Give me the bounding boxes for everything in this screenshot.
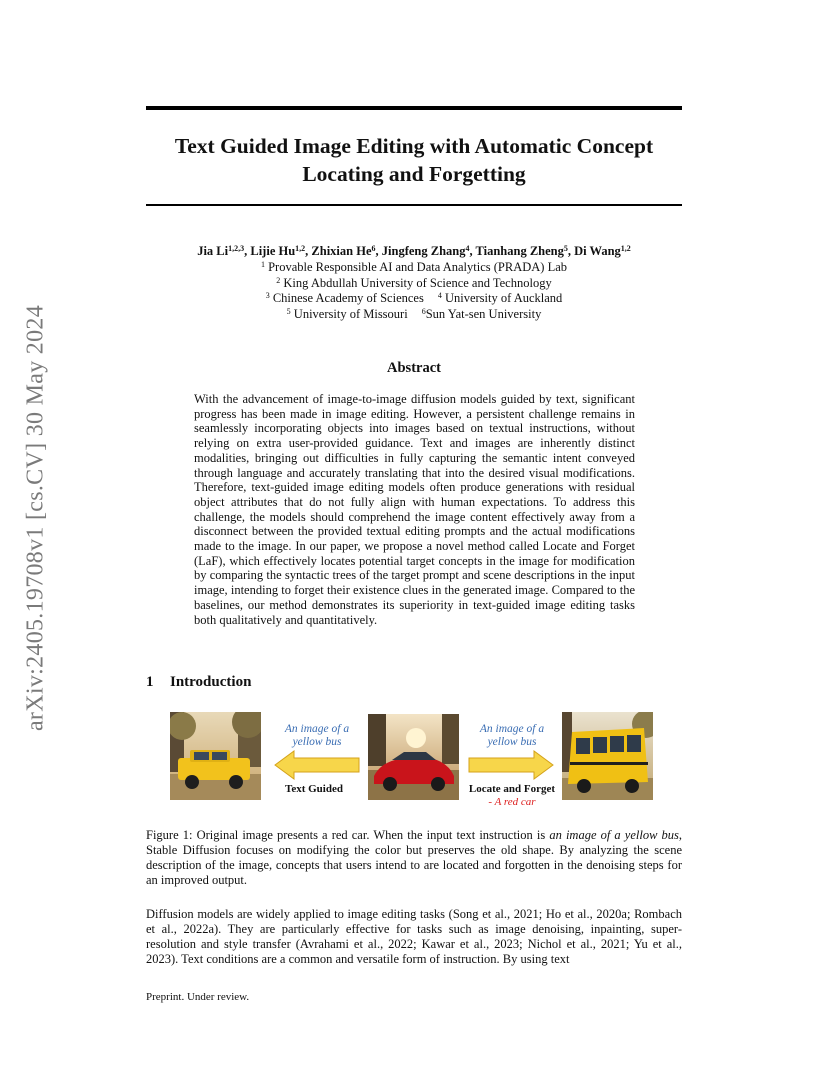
- author-name: Tianhang Zheng: [475, 244, 564, 258]
- arxiv-side-stamp: [14, 276, 58, 760]
- author-sup: 4: [465, 244, 470, 253]
- author-sup: 1,2: [620, 244, 631, 253]
- red-car-sublabel: - A red car: [488, 796, 536, 808]
- paper-title: Text Guided Image Editing with Automatic Concept Locating and Forgetting: [174, 134, 654, 186]
- yellow-bus-image: [562, 712, 653, 800]
- arxiv-id-text: arXiv:2405.19708v1 [cs.CV] 30 May 2024: [22, 304, 49, 732]
- affiliation-line: $^5$ University of Missouri $^6$Sun Yat-sen University: [286, 306, 542, 321]
- text-guided-label: Text Guided: [285, 783, 343, 795]
- author-list: Jia Li$^{1,2,3}$, Lijie Hu$^{1,2}$, Zhixian He$^6$, Jingfeng Zhang$^4$, Tianhang Zheng$^5$, Di Wang$^{1,2}$: [197, 244, 631, 258]
- author-name: Jia Li: [197, 244, 229, 258]
- figure-1: [170, 712, 656, 812]
- introduction-paragraph: Diffusion models are widely applied to image editing tasks (Song et al., 2021; Ho et al., 2020a; Rombach et al., 2022a). They are particularly effective for tasks such as image denoising, inpainting, super-resolution and style transfer (Avrahami et al., 2022; Kawar et al., 2023; Nichol et al., 2021; Yu et al., 2023). Text conditions are a common and versatile form of instruction. By using text: [146, 907, 682, 966]
- right-prompt-text: An image of a yellow bus: [479, 723, 545, 748]
- section-number: 1: [146, 674, 154, 690]
- yellow-suv-image: [170, 712, 261, 800]
- locate-and-forget-label: Locate and Forget: [468, 783, 556, 795]
- affiliations: [146, 260, 682, 322]
- right-arrow-icon: [468, 750, 554, 780]
- author-sup: 5: [563, 244, 568, 253]
- abstract-body: With the advancement of image-to-image diffusion models guided by text, significant progress has been made in image editing. However, a persistent challenge remains in seamlessly incorporating objects into images based on textual instructions, without relying on extra user-provided guidance. Text and images are inherently distinct modalities, bringing out difficulties in fully capturing the semantic intent conveyed through language and accurately translating that into the desired visual modifications. Therefore, text-guided image editing models often produce generations with residual object attributes that do not fully align with human expectations. To address this challenge, the models should comprehend the image content effectively away from a disconnect between the provided textual editing prompts and the actual modifications made to the image. In our paper, we propose a novel method called Locate and Forget (LaF), which effectively locates potential target concepts in the image for modification by comparing the syntactic trees of the target prompt and scene descriptions in the input image, intending to forget their existence clues in the generated image. Compared to the baselines, our method demonstrates its superiority in text-guided image editing tasks both qualitatively and quantitatively.: [194, 392, 635, 627]
- author-name: Lijie Hu: [250, 244, 296, 258]
- author-sup: 1,2: [295, 244, 306, 253]
- author-name: Jingfeng Zhang: [381, 244, 466, 258]
- title-top-rule: [146, 106, 682, 110]
- affiliation-line: $^3$ Chinese Academy of Sciences $^4$ University of Auckland: [265, 291, 563, 305]
- title-bottom-rule: [146, 204, 682, 206]
- affiliation-line: $^1$ Provable Responsible AI and Data Analytics (PRADA) Lab: [260, 260, 568, 274]
- figure-caption: Figure 1: Original image presents a red car. When the input text instruction is an image of a yellow bus, Stable Diffusion focuses on modifying the color but preserves the old shape. By analyzing the scene description of the image, concepts that users intend to are located and forgotten in the denoising steps for an improved output.: [146, 828, 683, 887]
- affiliation-line: $^2$ King Abdullah University of Science and Technology: [276, 275, 552, 290]
- page-footer: Preprint. Under review.: [146, 991, 250, 1003]
- author-sup: 1,2,3: [228, 244, 245, 253]
- abstract-heading: Abstract: [387, 360, 441, 376]
- left-prompt-text: An image of a yellow bus: [284, 723, 350, 748]
- section-heading: [146, 674, 251, 691]
- author-name: Di Wang: [574, 244, 621, 258]
- left-arrow-icon: [274, 750, 360, 780]
- author-sup: 6: [371, 244, 376, 253]
- red-car-image: [368, 714, 459, 800]
- author-name: Zhixian He: [311, 244, 372, 258]
- section-title: Introduction: [170, 674, 252, 690]
